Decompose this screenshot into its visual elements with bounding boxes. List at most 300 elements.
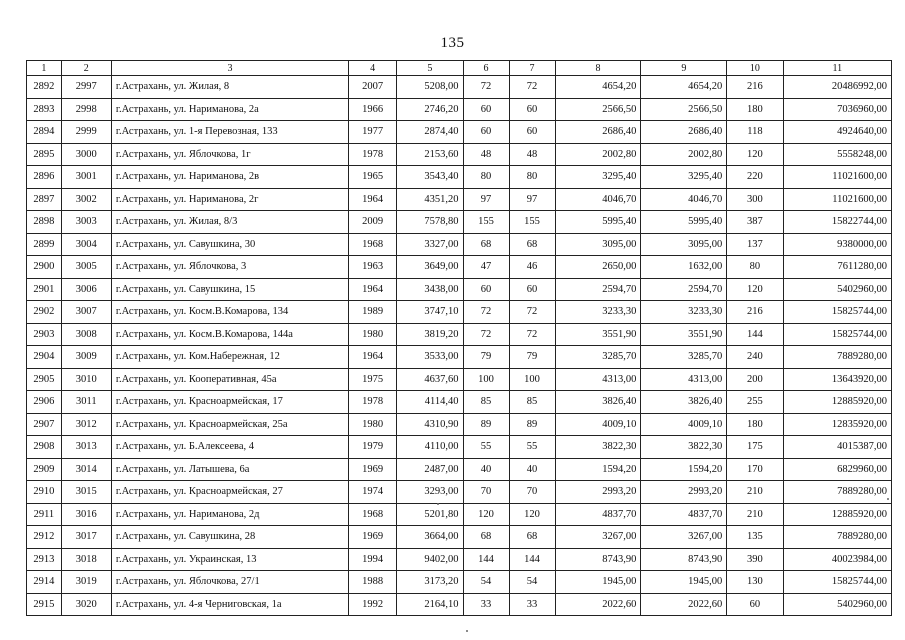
column-header-residents-count: 10 <box>727 61 783 76</box>
cell-apartments-total: 85 <box>463 391 509 414</box>
cell-residents-count: 80 <box>727 256 783 279</box>
table-row <box>27 98 892 121</box>
cell-record-number: 3002 <box>61 188 111 211</box>
cell-row-number: 2908 <box>27 436 62 459</box>
table-row <box>27 233 892 256</box>
cell-cost-amount: 5402960,00 <box>783 278 891 301</box>
cell-apartments-residential: 33 <box>509 593 555 616</box>
cell-living-area-residential: 1632,00 <box>641 256 727 279</box>
cell-year-built: 1980 <box>349 413 397 436</box>
cell-row-number: 2913 <box>27 548 62 571</box>
cell-row-number: 2902 <box>27 301 62 324</box>
table-row <box>27 346 892 369</box>
cell-cost-amount: 5402960,00 <box>783 593 891 616</box>
table-row <box>27 548 892 571</box>
cell-residents-count: 170 <box>727 458 783 481</box>
cell-living-area-total: 2686,40 <box>555 121 641 144</box>
cell-living-area-residential: 3285,70 <box>641 346 727 369</box>
cell-record-number: 3008 <box>61 323 111 346</box>
cell-total-area: 3649,00 <box>397 256 463 279</box>
cell-year-built: 1980 <box>349 323 397 346</box>
cell-cost-amount: 40023984,00 <box>783 548 891 571</box>
cell-apartments-residential: 60 <box>509 121 555 144</box>
cell-row-number: 2892 <box>27 76 62 99</box>
cell-apartments-total: 89 <box>463 413 509 436</box>
cell-total-area: 4110,00 <box>397 436 463 459</box>
cell-apartments-residential: 100 <box>509 368 555 391</box>
cell-apartments-residential: 46 <box>509 256 555 279</box>
cell-row-number: 2894 <box>27 121 62 144</box>
cell-address: г.Астрахань, ул. Нариманова, 2в <box>111 166 348 189</box>
cell-living-area-residential: 4654,20 <box>641 76 727 99</box>
cell-year-built: 1988 <box>349 571 397 594</box>
cell-apartments-residential: 60 <box>509 278 555 301</box>
cell-total-area: 3293,00 <box>397 481 463 504</box>
column-header-address: 3 <box>111 61 348 76</box>
cell-address: г.Астрахань, ул. Жилая, 8/3 <box>111 211 348 234</box>
cell-row-number: 2907 <box>27 413 62 436</box>
cell-living-area-total: 3233,30 <box>555 301 641 324</box>
column-header-apartments-residential: 7 <box>509 61 555 76</box>
cell-residents-count: 137 <box>727 233 783 256</box>
cell-year-built: 1963 <box>349 256 397 279</box>
cell-cost-amount: 7889280,00 <box>783 526 891 549</box>
cell-address: г.Астрахань, ул. Красноармейская, 17 <box>111 391 348 414</box>
cell-living-area-residential: 4837,70 <box>641 503 727 526</box>
table-row <box>27 76 892 99</box>
cell-year-built: 1978 <box>349 143 397 166</box>
cell-residents-count: 144 <box>727 323 783 346</box>
cell-address: г.Астрахань, ул. Б.Алексеева, 4 <box>111 436 348 459</box>
cell-row-number: 2899 <box>27 233 62 256</box>
cell-year-built: 1969 <box>349 458 397 481</box>
cell-year-built: 1965 <box>349 166 397 189</box>
cell-cost-amount: 5558248,00 <box>783 143 891 166</box>
cell-residents-count: 180 <box>727 413 783 436</box>
table-row <box>27 436 892 459</box>
column-header-apartments-total: 6 <box>463 61 509 76</box>
cell-residents-count: 210 <box>727 481 783 504</box>
cell-living-area-residential: 3551,90 <box>641 323 727 346</box>
cell-total-area: 2153,60 <box>397 143 463 166</box>
cell-residents-count: 216 <box>727 76 783 99</box>
cell-record-number: 3014 <box>61 458 111 481</box>
cell-total-area: 3438,00 <box>397 278 463 301</box>
cell-row-number: 2906 <box>27 391 62 414</box>
cell-record-number: 3004 <box>61 233 111 256</box>
cell-record-number: 3012 <box>61 413 111 436</box>
cell-total-area: 3819,20 <box>397 323 463 346</box>
cell-living-area-total: 8743,90 <box>555 548 641 571</box>
cell-apartments-residential: 120 <box>509 503 555 526</box>
cell-row-number: 2898 <box>27 211 62 234</box>
cell-apartments-total: 72 <box>463 323 509 346</box>
cell-row-number: 2911 <box>27 503 62 526</box>
column-header-living-area-total: 8 <box>555 61 641 76</box>
cell-residents-count: 60 <box>727 593 783 616</box>
cell-living-area-total: 2650,00 <box>555 256 641 279</box>
cell-address: г.Астрахань, ул. Савушкина, 15 <box>111 278 348 301</box>
cell-apartments-total: 60 <box>463 121 509 144</box>
table-row <box>27 571 892 594</box>
cell-total-area: 7578,80 <box>397 211 463 234</box>
cell-record-number: 3015 <box>61 481 111 504</box>
cell-cost-amount: 13643920,00 <box>783 368 891 391</box>
cell-record-number: 3003 <box>61 211 111 234</box>
cell-year-built: 1966 <box>349 98 397 121</box>
table-row <box>27 593 892 616</box>
cell-residents-count: 390 <box>727 548 783 571</box>
cell-total-area: 2487,00 <box>397 458 463 481</box>
cell-address: г.Астрахань, ул. 1-я Перевозная, 133 <box>111 121 348 144</box>
cell-apartments-total: 47 <box>463 256 509 279</box>
cell-year-built: 1974 <box>349 481 397 504</box>
cell-row-number: 2903 <box>27 323 62 346</box>
cell-living-area-total: 3826,40 <box>555 391 641 414</box>
cell-total-area: 2164,10 <box>397 593 463 616</box>
cell-cost-amount: 7889280,00 <box>783 346 891 369</box>
cell-apartments-total: 70 <box>463 481 509 504</box>
cell-apartments-residential: 68 <box>509 526 555 549</box>
cell-living-area-residential: 2566,50 <box>641 98 727 121</box>
cell-cost-amount: 15825744,00 <box>783 323 891 346</box>
cell-living-area-residential: 3095,00 <box>641 233 727 256</box>
cell-cost-amount: 15825744,00 <box>783 301 891 324</box>
cell-record-number: 3000 <box>61 143 111 166</box>
cell-living-area-total: 3551,90 <box>555 323 641 346</box>
cell-living-area-total: 4009,10 <box>555 413 641 436</box>
cell-living-area-total: 4837,70 <box>555 503 641 526</box>
cell-year-built: 1975 <box>349 368 397 391</box>
cell-address: г.Астрахань, ул. Нариманова, 2г <box>111 188 348 211</box>
cell-total-area: 2746,20 <box>397 98 463 121</box>
cell-apartments-total: 80 <box>463 166 509 189</box>
cell-address: г.Астрахань, ул. Яблочкова, 3 <box>111 256 348 279</box>
cell-row-number: 2912 <box>27 526 62 549</box>
cell-address: г.Астрахань, ул. Ком.Набережная, 12 <box>111 346 348 369</box>
table-row <box>27 143 892 166</box>
cell-total-area: 3543,40 <box>397 166 463 189</box>
cell-apartments-total: 100 <box>463 368 509 391</box>
cell-apartments-total: 33 <box>463 593 509 616</box>
cell-address: г.Астрахань, ул. Жилая, 8 <box>111 76 348 99</box>
table-row <box>27 301 892 324</box>
cell-record-number: 3009 <box>61 346 111 369</box>
cell-address: г.Астрахань, ул. Яблочкова, 1г <box>111 143 348 166</box>
cell-apartments-residential: 48 <box>509 143 555 166</box>
cell-residents-count: 210 <box>727 503 783 526</box>
cell-address: г.Астрахань, ул. Красноармейская, 25а <box>111 413 348 436</box>
cell-apartments-total: 54 <box>463 571 509 594</box>
cell-living-area-residential: 8743,90 <box>641 548 727 571</box>
table-row <box>27 503 892 526</box>
cell-cost-amount: 7611280,00 <box>783 256 891 279</box>
cell-apartments-total: 48 <box>463 143 509 166</box>
cell-row-number: 2910 <box>27 481 62 504</box>
cell-apartments-total: 120 <box>463 503 509 526</box>
cell-address: г.Астрахань, ул. Косм.В.Комарова, 134 <box>111 301 348 324</box>
cell-cost-amount: 11021600,00 <box>783 166 891 189</box>
cell-living-area-residential: 3822,30 <box>641 436 727 459</box>
cell-total-area: 5208,00 <box>397 76 463 99</box>
table-row <box>27 121 892 144</box>
scan-speck <box>887 498 889 500</box>
cell-residents-count: 118 <box>727 121 783 144</box>
cell-cost-amount: 15822744,00 <box>783 211 891 234</box>
cell-row-number: 2900 <box>27 256 62 279</box>
cell-cost-amount: 6829960,00 <box>783 458 891 481</box>
cell-cost-amount: 7889280,00 <box>783 481 891 504</box>
cell-living-area-residential: 2594,70 <box>641 278 727 301</box>
cell-record-number: 2998 <box>61 98 111 121</box>
cell-apartments-total: 60 <box>463 278 509 301</box>
cell-cost-amount: 12885920,00 <box>783 391 891 414</box>
table-row <box>27 413 892 436</box>
cell-total-area: 2874,40 <box>397 121 463 144</box>
table-row <box>27 278 892 301</box>
table-row <box>27 166 892 189</box>
cell-year-built: 1989 <box>349 301 397 324</box>
column-header-cost-amount: 11 <box>783 61 891 76</box>
cell-record-number: 3013 <box>61 436 111 459</box>
cell-apartments-total: 72 <box>463 301 509 324</box>
cell-living-area-residential: 1945,00 <box>641 571 727 594</box>
cell-apartments-residential: 155 <box>509 211 555 234</box>
cell-cost-amount: 9380000,00 <box>783 233 891 256</box>
table-row <box>27 188 892 211</box>
cell-year-built: 1968 <box>349 503 397 526</box>
cell-apartments-residential: 80 <box>509 166 555 189</box>
cell-cost-amount: 7036960,00 <box>783 98 891 121</box>
cell-address: г.Астрахань, ул. 4-я Черниговская, 1а <box>111 593 348 616</box>
cell-apartments-total: 144 <box>463 548 509 571</box>
cell-living-area-total: 3295,40 <box>555 166 641 189</box>
cell-apartments-residential: 68 <box>509 233 555 256</box>
page-number: 135 <box>440 35 465 51</box>
cell-residents-count: 220 <box>727 166 783 189</box>
cell-total-area: 3664,00 <box>397 526 463 549</box>
cell-address: г.Астрахань, ул. Латышева, 6а <box>111 458 348 481</box>
cell-living-area-total: 2022,60 <box>555 593 641 616</box>
cell-living-area-residential: 2022,60 <box>641 593 727 616</box>
cell-record-number: 2999 <box>61 121 111 144</box>
cell-total-area: 3747,10 <box>397 301 463 324</box>
cell-living-area-residential: 2686,40 <box>641 121 727 144</box>
cell-row-number: 2904 <box>27 346 62 369</box>
cell-address: г.Астрахань, ул. Украинская, 13 <box>111 548 348 571</box>
cell-living-area-residential: 3295,40 <box>641 166 727 189</box>
cell-apartments-total: 68 <box>463 526 509 549</box>
cell-record-number: 2997 <box>61 76 111 99</box>
cell-row-number: 2895 <box>27 143 62 166</box>
column-header-living-area-residential: 9 <box>641 61 727 76</box>
cell-apartments-residential: 79 <box>509 346 555 369</box>
cell-record-number: 3001 <box>61 166 111 189</box>
table-row <box>27 481 892 504</box>
cell-year-built: 2009 <box>349 211 397 234</box>
cell-total-area: 3173,20 <box>397 571 463 594</box>
cell-living-area-total: 2566,50 <box>555 98 641 121</box>
cell-row-number: 2897 <box>27 188 62 211</box>
cell-apartments-total: 97 <box>463 188 509 211</box>
cell-row-number: 2914 <box>27 571 62 594</box>
column-header-year-built: 4 <box>349 61 397 76</box>
cell-living-area-total: 5995,40 <box>555 211 641 234</box>
cell-living-area-total: 2993,20 <box>555 481 641 504</box>
cell-cost-amount: 20486992,00 <box>783 76 891 99</box>
cell-record-number: 3017 <box>61 526 111 549</box>
cell-living-area-total: 4654,20 <box>555 76 641 99</box>
cell-address: г.Астрахань, ул. Нариманова, 2а <box>111 98 348 121</box>
cell-total-area: 4637,60 <box>397 368 463 391</box>
cell-living-area-residential: 4009,10 <box>641 413 727 436</box>
scan-speck <box>466 630 468 632</box>
cell-address: г.Астрахань, ул. Косм.В.Комарова, 144а <box>111 323 348 346</box>
cell-year-built: 1992 <box>349 593 397 616</box>
cell-record-number: 3020 <box>61 593 111 616</box>
cell-living-area-residential: 2002,80 <box>641 143 727 166</box>
cell-apartments-total: 155 <box>463 211 509 234</box>
cell-apartments-residential: 72 <box>509 76 555 99</box>
column-header-total-area: 5 <box>397 61 463 76</box>
cell-living-area-total: 1945,00 <box>555 571 641 594</box>
cell-year-built: 1977 <box>349 121 397 144</box>
cell-residents-count: 135 <box>727 526 783 549</box>
cell-apartments-total: 72 <box>463 76 509 99</box>
table-row <box>27 391 892 414</box>
cell-living-area-total: 4313,00 <box>555 368 641 391</box>
cell-total-area: 4310,90 <box>397 413 463 436</box>
cell-year-built: 1968 <box>349 233 397 256</box>
table-row <box>27 526 892 549</box>
cell-apartments-residential: 144 <box>509 548 555 571</box>
cell-row-number: 2893 <box>27 98 62 121</box>
cell-apartments-residential: 72 <box>509 301 555 324</box>
cell-apartments-residential: 70 <box>509 481 555 504</box>
cell-residents-count: 175 <box>727 436 783 459</box>
cell-cost-amount: 15825744,00 <box>783 571 891 594</box>
table-row <box>27 368 892 391</box>
cell-apartments-residential: 60 <box>509 98 555 121</box>
table-row <box>27 211 892 234</box>
cell-apartments-residential: 89 <box>509 413 555 436</box>
cell-living-area-residential: 4313,00 <box>641 368 727 391</box>
cell-apartments-residential: 40 <box>509 458 555 481</box>
cell-year-built: 1979 <box>349 436 397 459</box>
cell-cost-amount: 4924640,00 <box>783 121 891 144</box>
cell-record-number: 3007 <box>61 301 111 324</box>
cell-living-area-residential: 3826,40 <box>641 391 727 414</box>
cell-living-area-total: 4046,70 <box>555 188 641 211</box>
cell-year-built: 1978 <box>349 391 397 414</box>
cell-living-area-residential: 2993,20 <box>641 481 727 504</box>
cell-residents-count: 300 <box>727 188 783 211</box>
table-row <box>27 256 892 279</box>
cell-total-area: 3533,00 <box>397 346 463 369</box>
cell-living-area-residential: 3233,30 <box>641 301 727 324</box>
cell-total-area: 4351,20 <box>397 188 463 211</box>
table-row <box>27 323 892 346</box>
cell-apartments-total: 79 <box>463 346 509 369</box>
cell-record-number: 3005 <box>61 256 111 279</box>
cell-address: г.Астрахань, ул. Кооперативная, 45а <box>111 368 348 391</box>
cell-living-area-total: 3822,30 <box>555 436 641 459</box>
column-header-record-number: 2 <box>61 61 111 76</box>
scan-speck <box>437 503 439 505</box>
cell-address: г.Астрахань, ул. Савушкина, 30 <box>111 233 348 256</box>
cell-record-number: 3010 <box>61 368 111 391</box>
cell-living-area-residential: 4046,70 <box>641 188 727 211</box>
cell-record-number: 3011 <box>61 391 111 414</box>
cell-apartments-residential: 97 <box>509 188 555 211</box>
cell-apartments-residential: 85 <box>509 391 555 414</box>
cell-year-built: 1969 <box>349 526 397 549</box>
cell-cost-amount: 11021600,00 <box>783 188 891 211</box>
cell-total-area: 9402,00 <box>397 548 463 571</box>
cell-row-number: 2915 <box>27 593 62 616</box>
cell-residents-count: 120 <box>727 143 783 166</box>
cell-row-number: 2896 <box>27 166 62 189</box>
cell-year-built: 2007 <box>349 76 397 99</box>
cell-year-built: 1964 <box>349 346 397 369</box>
cell-cost-amount: 12835920,00 <box>783 413 891 436</box>
cell-address: г.Астрахань, ул. Яблочкова, 27/1 <box>111 571 348 594</box>
cell-living-area-total: 1594,20 <box>555 458 641 481</box>
cell-record-number: 3018 <box>61 548 111 571</box>
cell-record-number: 3006 <box>61 278 111 301</box>
cell-apartments-total: 40 <box>463 458 509 481</box>
cell-living-area-total: 3095,00 <box>555 233 641 256</box>
cell-residents-count: 255 <box>727 391 783 414</box>
cell-total-area: 4114,40 <box>397 391 463 414</box>
cell-cost-amount: 12885920,00 <box>783 503 891 526</box>
housing-registry-table <box>26 60 892 616</box>
cell-record-number: 3016 <box>61 503 111 526</box>
cell-residents-count: 200 <box>727 368 783 391</box>
cell-total-area: 5201,80 <box>397 503 463 526</box>
cell-record-number: 3019 <box>61 571 111 594</box>
cell-residents-count: 387 <box>727 211 783 234</box>
cell-apartments-residential: 55 <box>509 436 555 459</box>
cell-residents-count: 240 <box>727 346 783 369</box>
cell-living-area-total: 3267,00 <box>555 526 641 549</box>
cell-residents-count: 130 <box>727 571 783 594</box>
cell-living-area-residential: 1594,20 <box>641 458 727 481</box>
cell-cost-amount: 4015387,00 <box>783 436 891 459</box>
column-header-row-number: 1 <box>27 61 62 76</box>
cell-address: г.Астрахань, ул. Красноармейская, 27 <box>111 481 348 504</box>
cell-living-area-total: 3285,70 <box>555 346 641 369</box>
cell-apartments-residential: 54 <box>509 571 555 594</box>
cell-year-built: 1994 <box>349 548 397 571</box>
column-number-header-row <box>27 61 892 76</box>
cell-living-area-total: 2002,80 <box>555 143 641 166</box>
table-row <box>27 458 892 481</box>
cell-residents-count: 120 <box>727 278 783 301</box>
cell-row-number: 2905 <box>27 368 62 391</box>
cell-residents-count: 180 <box>727 98 783 121</box>
cell-apartments-total: 55 <box>463 436 509 459</box>
cell-year-built: 1964 <box>349 278 397 301</box>
cell-living-area-total: 2594,70 <box>555 278 641 301</box>
cell-total-area: 3327,00 <box>397 233 463 256</box>
cell-apartments-total: 60 <box>463 98 509 121</box>
cell-row-number: 2909 <box>27 458 62 481</box>
cell-residents-count: 216 <box>727 301 783 324</box>
cell-address: г.Астрахань, ул. Нариманова, 2д <box>111 503 348 526</box>
cell-living-area-residential: 5995,40 <box>641 211 727 234</box>
cell-apartments-residential: 72 <box>509 323 555 346</box>
